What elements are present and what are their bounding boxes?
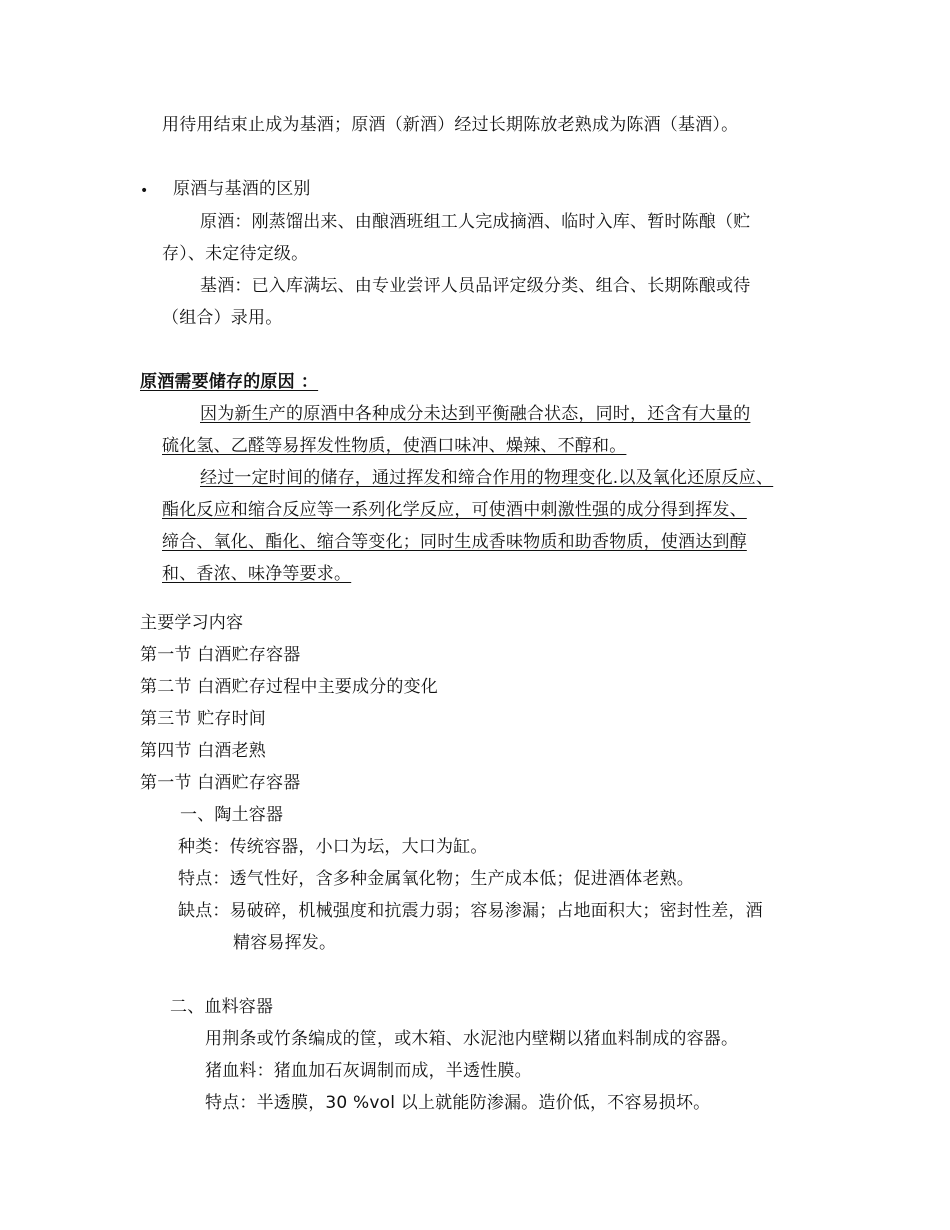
bullet-icon: • [140,183,149,199]
pottery-title: 一、陶土容器 [180,805,284,825]
difference-title: 原酒与基酒的区别 [173,179,311,199]
contents-item: 第四节 白酒老熟 [140,741,267,761]
jijiu-definition-line1: 基酒：已入库满坛、由专业尝评人员品评定级分类、组合、长期陈酿或待 [200,276,751,296]
contents-item: 第二节 白酒贮存过程中主要成分的变化 [140,677,439,697]
pottery-defects-line1: 缺点：易破碎，机械强度和抗震力弱；容易渗漏；占地面积大；密封性差，酒 [178,901,763,921]
jijiu-definition-line2: （组合）录用。 [162,308,283,328]
reason-title: 原酒需要储存的原因 ： [140,372,319,392]
section1-title: 第一节 白酒贮存容器 [140,773,301,793]
yuanjiu-definition-line1: 原酒：刚蒸馏出来、由酿酒班组工人完成摘酒、临时入库、暂时陈酿（贮 [200,212,751,232]
blood-features: 特点：半透膜，30 %vol 以上就能防渗漏。造价低，不容易损坏。 [205,1093,711,1113]
reason-p2-line2: 酯化反应和缩合反应等一系列化学反应，可使酒中刺激性强的成分得到挥发、 [162,500,747,520]
pottery-defects-line2: 精容易挥发。 [233,933,337,953]
pottery-features: 特点：透气性好，含多种金属氧化物；生产成本低；促进酒体老熟。 [178,869,694,889]
contents-item: 第三节 贮存时间 [140,709,267,729]
blood-title: 二、血料容器 [170,997,274,1017]
pottery-types: 种类：传统容器，小口为坛，大口为缸。 [178,837,488,857]
blood-material: 猪血料：猪血加石灰调制而成，半透性膜。 [205,1061,532,1081]
contents-title: 主要学习内容 [140,613,244,633]
reason-p2-line3: 缔合、氧化、酯化、缩合等变化；同时生成香味物质和助香物质，使酒达到醇 [162,532,747,552]
reason-p2-line1: 经过一定时间的储存，通过挥发和缔合作用的物理变化.以及氧化还原反应、 [200,468,774,488]
yuanjiu-definition-line2: 存）、未定待定级。 [162,244,309,264]
reason-p1-line1: 因为新生产的原酒中各种成分未达到平衡融合状态，同时，还含有大量的 [200,404,751,424]
intro-line: 用待用结束止成为基酒；原酒（新酒）经过长期陈放老熟成为陈酒（基酒）。 [162,115,739,135]
blood-description: 用荆条或竹条编成的筐，或木箱、水泥池内壁糊以猪血料制成的容器。 [205,1029,739,1049]
reason-p2-line4: 和、香浓、味净等要求。 [162,564,352,584]
reason-p1-line2: 硫化氢、乙醛等易挥发性物质，使酒口味冲、燥辣、不醇和。 [162,436,627,456]
contents-item: 第一节 白酒贮存容器 [140,645,301,665]
